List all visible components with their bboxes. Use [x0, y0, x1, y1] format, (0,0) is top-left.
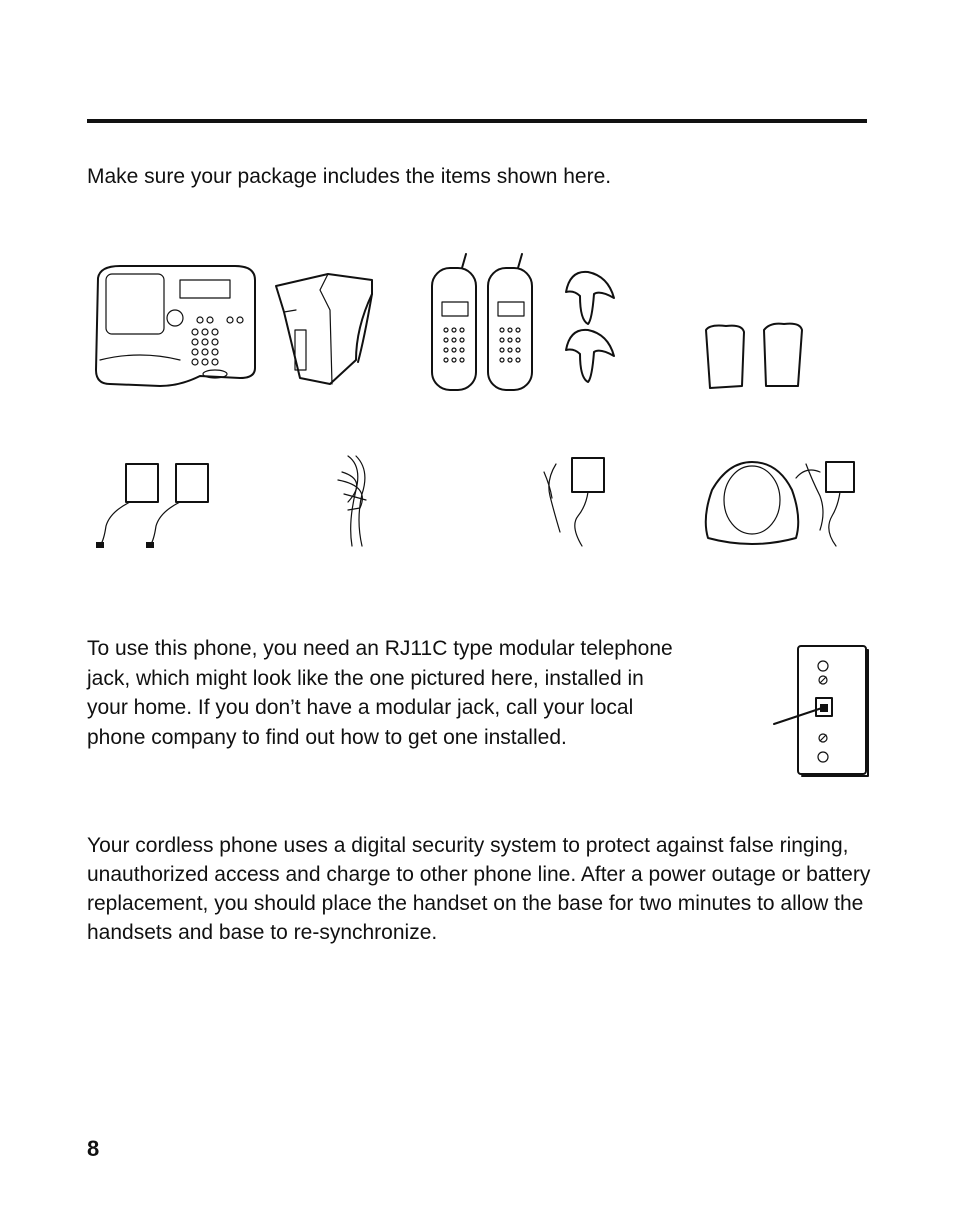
- security-paragraph: Your cordless phone uses a digital security system to protect against false ringing, unauthorized access and charge to other phone line. After a power outage or battery replacement, you should place the handset on the base for two minutes to allow the handsets and base to re-synchronize.: [87, 834, 871, 944]
- ac-power-adapter-illustration: [544, 458, 604, 546]
- package-items-illustration: [80, 250, 880, 570]
- jack-paragraph: To use this phone, you need an RJ11C type modular telephone jack, which might look like the one pictured here, installed in your home. If you don’t have a modular jack, call your local phone company to find out how to get one installed.: [87, 637, 673, 749]
- handsets-illustration: [432, 254, 532, 390]
- page-number: 8: [87, 1136, 100, 1161]
- belt-clips-illustration: [566, 272, 614, 382]
- intro-text: Make sure your package includes the items shown here.: [87, 165, 612, 188]
- wall-mount-bracket-illustration: [276, 274, 372, 384]
- modular-jack-illustration: [768, 640, 872, 780]
- charging-cradle-illustration: [706, 462, 854, 546]
- base-unit-illustration: [96, 266, 255, 386]
- battery-doors-illustration: [706, 324, 802, 388]
- telephone-line-cord-illustration: [338, 456, 366, 546]
- battery-packs-illustration: [96, 464, 208, 548]
- header-rule: [87, 119, 867, 123]
